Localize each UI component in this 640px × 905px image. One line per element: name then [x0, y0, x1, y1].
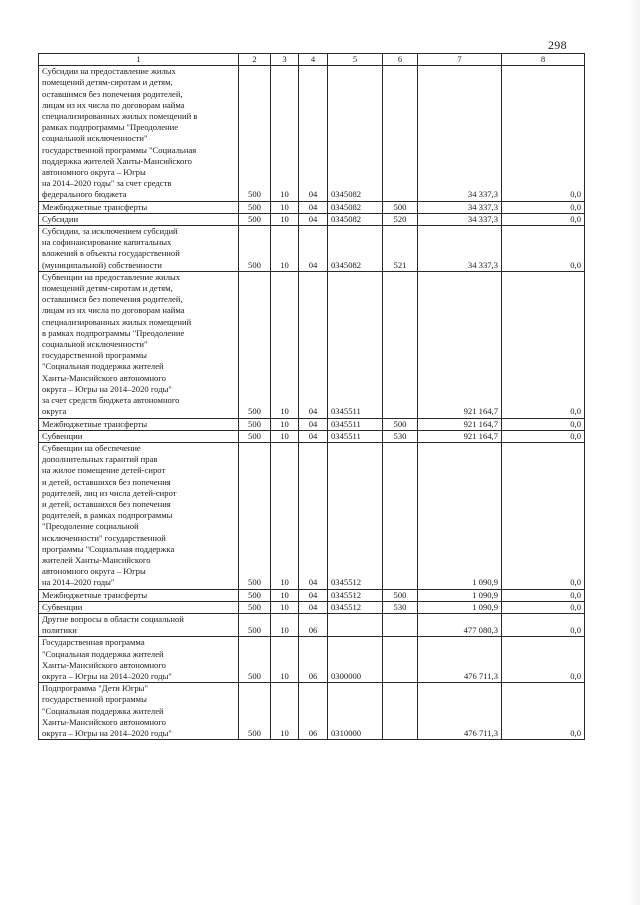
- budget-table: [38, 53, 585, 740]
- cell-col-8: 0,0: [502, 201, 585, 213]
- cell-col-5: 0300000: [328, 637, 383, 683]
- cell-col-4: 04: [299, 442, 328, 589]
- cell-col-8: 0,0: [502, 430, 585, 442]
- cell-col-6: 500: [383, 418, 418, 430]
- table-row: [39, 601, 585, 613]
- cell-col-3: 10: [271, 201, 299, 213]
- table-row: [39, 442, 585, 589]
- cell-col-8: 0,0: [502, 271, 585, 418]
- cell-col-5: 0345511: [328, 271, 383, 418]
- cell-col-6: [383, 442, 418, 589]
- cell-col-8: 0,0: [502, 442, 585, 589]
- table-row: [39, 430, 585, 442]
- cell-col-7: 1 090,9: [418, 601, 502, 613]
- cell-col-7: 921 164,7: [418, 271, 502, 418]
- cell-col-6: 521: [383, 226, 418, 272]
- cell-col-6: 530: [383, 601, 418, 613]
- cell-col-7: 921 164,7: [418, 430, 502, 442]
- cell-col-2: 500: [239, 418, 271, 430]
- cell-col-7: 476 711,3: [418, 637, 502, 683]
- table-row: [39, 66, 585, 201]
- cell-col-7: 1 090,9: [418, 442, 502, 589]
- cell-col-3: 10: [271, 601, 299, 613]
- row-name: Субсидии: [39, 213, 239, 225]
- cell-col-2: 500: [239, 613, 271, 636]
- cell-col-6: 500: [383, 201, 418, 213]
- cell-col-5: 0345511: [328, 430, 383, 442]
- cell-col-8: 0,0: [502, 226, 585, 272]
- cell-col-7: 921 164,7: [418, 418, 502, 430]
- cell-col-6: [383, 613, 418, 636]
- cell-col-3: 10: [271, 442, 299, 589]
- cell-col-5: 0310000: [328, 683, 383, 740]
- cell-col-4: 04: [299, 201, 328, 213]
- cell-col-4: 04: [299, 589, 328, 601]
- cell-col-8: 0,0: [502, 683, 585, 740]
- cell-col-2: 500: [239, 430, 271, 442]
- cell-col-2: 500: [239, 637, 271, 683]
- row-name: Межбюджетные трансферты: [39, 589, 239, 601]
- column-header: 8: [502, 54, 585, 66]
- column-header: 3: [271, 54, 299, 66]
- cell-col-3: 10: [271, 418, 299, 430]
- cell-col-4: 04: [299, 418, 328, 430]
- cell-col-7: 1 090,9: [418, 589, 502, 601]
- cell-col-7: 34 337,3: [418, 226, 502, 272]
- table-row: [39, 637, 585, 683]
- cell-col-5: 0345512: [328, 589, 383, 601]
- cell-col-4: 06: [299, 683, 328, 740]
- column-header: 2: [239, 54, 271, 66]
- cell-col-2: 500: [239, 271, 271, 418]
- cell-col-8: 0,0: [502, 589, 585, 601]
- cell-col-2: 500: [239, 66, 271, 201]
- cell-col-2: 500: [239, 226, 271, 272]
- table-row: [39, 418, 585, 430]
- cell-col-4: 06: [299, 613, 328, 636]
- cell-col-5: 0345512: [328, 601, 383, 613]
- cell-col-6: 500: [383, 589, 418, 601]
- row-name: Подпрограмма "Дети Югры" государственной программы "Социальная поддержка жителей Ханты-Мансийского автономного округа – Югры на 2014–2020 годы": [39, 683, 239, 740]
- cell-col-3: 10: [271, 683, 299, 740]
- cell-col-4: 04: [299, 601, 328, 613]
- cell-col-4: 04: [299, 213, 328, 225]
- cell-col-4: 06: [299, 637, 328, 683]
- cell-col-5: 0345082: [328, 201, 383, 213]
- column-header: 4: [299, 54, 328, 66]
- column-header: 6: [383, 54, 418, 66]
- table-row: [39, 226, 585, 272]
- cell-col-4: 04: [299, 226, 328, 272]
- cell-col-3: 10: [271, 613, 299, 636]
- cell-col-3: 10: [271, 430, 299, 442]
- table-header-row: [39, 54, 585, 66]
- cell-col-4: 04: [299, 271, 328, 418]
- cell-col-5: [328, 613, 383, 636]
- row-name: Субвенции: [39, 601, 239, 613]
- cell-col-2: 500: [239, 442, 271, 589]
- cell-col-7: 34 337,3: [418, 201, 502, 213]
- cell-col-8: 0,0: [502, 66, 585, 201]
- cell-col-3: 10: [271, 213, 299, 225]
- cell-col-7: 34 337,3: [418, 213, 502, 225]
- cell-col-4: 04: [299, 430, 328, 442]
- cell-col-4: 04: [299, 66, 328, 201]
- table-row: [39, 271, 585, 418]
- cell-col-2: 500: [239, 683, 271, 740]
- cell-col-5: 0345082: [328, 226, 383, 272]
- cell-col-6: 520: [383, 213, 418, 225]
- row-name: Межбюджетные трансферты: [39, 201, 239, 213]
- cell-col-2: 500: [239, 589, 271, 601]
- row-name: Субвенции на обеспечение дополнительных гарантий прав на жилое помещение детей-сирот и детей, оставшихся без попечения родителей, лиц из числа детей-сирот и детей, оставшихся без попечения родителей, в рамках подпрограммы "Преодоление социальной исключенности" государственной программы "Социальная поддержка жителей Ханты-Мансийского автономного округа – Югры на 2014–2020 годы": [39, 442, 239, 589]
- cell-col-6: [383, 271, 418, 418]
- cell-col-2: 500: [239, 601, 271, 613]
- cell-col-6: [383, 637, 418, 683]
- cell-col-7: 34 337,3: [418, 66, 502, 201]
- cell-col-7: 476 711,3: [418, 683, 502, 740]
- cell-col-8: 0,0: [502, 613, 585, 636]
- row-name: Другие вопросы в области социальной политики: [39, 613, 239, 636]
- cell-col-8: 0,0: [502, 601, 585, 613]
- cell-col-5: 0345082: [328, 66, 383, 201]
- cell-col-3: 10: [271, 637, 299, 683]
- page-number: 298: [548, 38, 567, 52]
- table-row: [39, 589, 585, 601]
- cell-col-3: 10: [271, 226, 299, 272]
- cell-col-3: 10: [271, 271, 299, 418]
- table-row: [39, 683, 585, 740]
- cell-col-5: 0345082: [328, 213, 383, 225]
- table-body: [39, 66, 585, 740]
- row-name: Субвенции на предоставление жилых помещений детям-сиротам и детям, оставшимся без попечения родителей, лицам из их числа по договорам найма специализированных жилых помещений в рамках подпрограммы "Преодоление социальной исключенности" государственной программы "Социальная поддержка жителей Ханты-Мансийского автономного округа – Югры на 2014–2020 годы" за счет средств бюджета автономного округа: [39, 271, 239, 418]
- column-header: 5: [328, 54, 383, 66]
- table-row: [39, 201, 585, 213]
- cell-col-3: 10: [271, 589, 299, 601]
- cell-col-6: 530: [383, 430, 418, 442]
- cell-col-2: 500: [239, 201, 271, 213]
- row-name: Государственная программа "Социальная поддержка жителей Ханты-Мансийского автономного округа – Югры на 2014–2020 годы": [39, 637, 239, 683]
- row-name: Субвенции: [39, 430, 239, 442]
- cell-col-7: 477 080,3: [418, 613, 502, 636]
- cell-col-8: 0,0: [502, 418, 585, 430]
- cell-col-8: 0,0: [502, 213, 585, 225]
- cell-col-8: 0,0: [502, 637, 585, 683]
- cell-col-6: [383, 66, 418, 201]
- row-name: Межбюджетные трансферты: [39, 418, 239, 430]
- column-header: 1: [39, 54, 239, 66]
- row-name: Субсидии, за исключением субсидий на софинансирование капитальных вложений в объекты государственной (муниципальной) собственности: [39, 226, 239, 272]
- table-row: [39, 213, 585, 225]
- column-header: 7: [418, 54, 502, 66]
- scan-edge: [628, 0, 640, 905]
- cell-col-6: [383, 683, 418, 740]
- cell-col-2: 500: [239, 213, 271, 225]
- cell-col-5: 0345511: [328, 418, 383, 430]
- table-row: [39, 613, 585, 636]
- cell-col-3: 10: [271, 66, 299, 201]
- cell-col-5: 0345512: [328, 442, 383, 589]
- row-name: Субсидии на предоставление жилых помещений детям-сиротам и детям, оставшимся без попечения родителей, лицам из их числа по договорам найма специализированных жилых помещений в рамках подпрограммы "Преодоление социальной исключенности" государственной программы "Социальная поддержка жителей Ханты-Мансийского автономного округа – Югры на 2014–2020 годы" за счет средств федерального бюджета: [39, 66, 239, 201]
